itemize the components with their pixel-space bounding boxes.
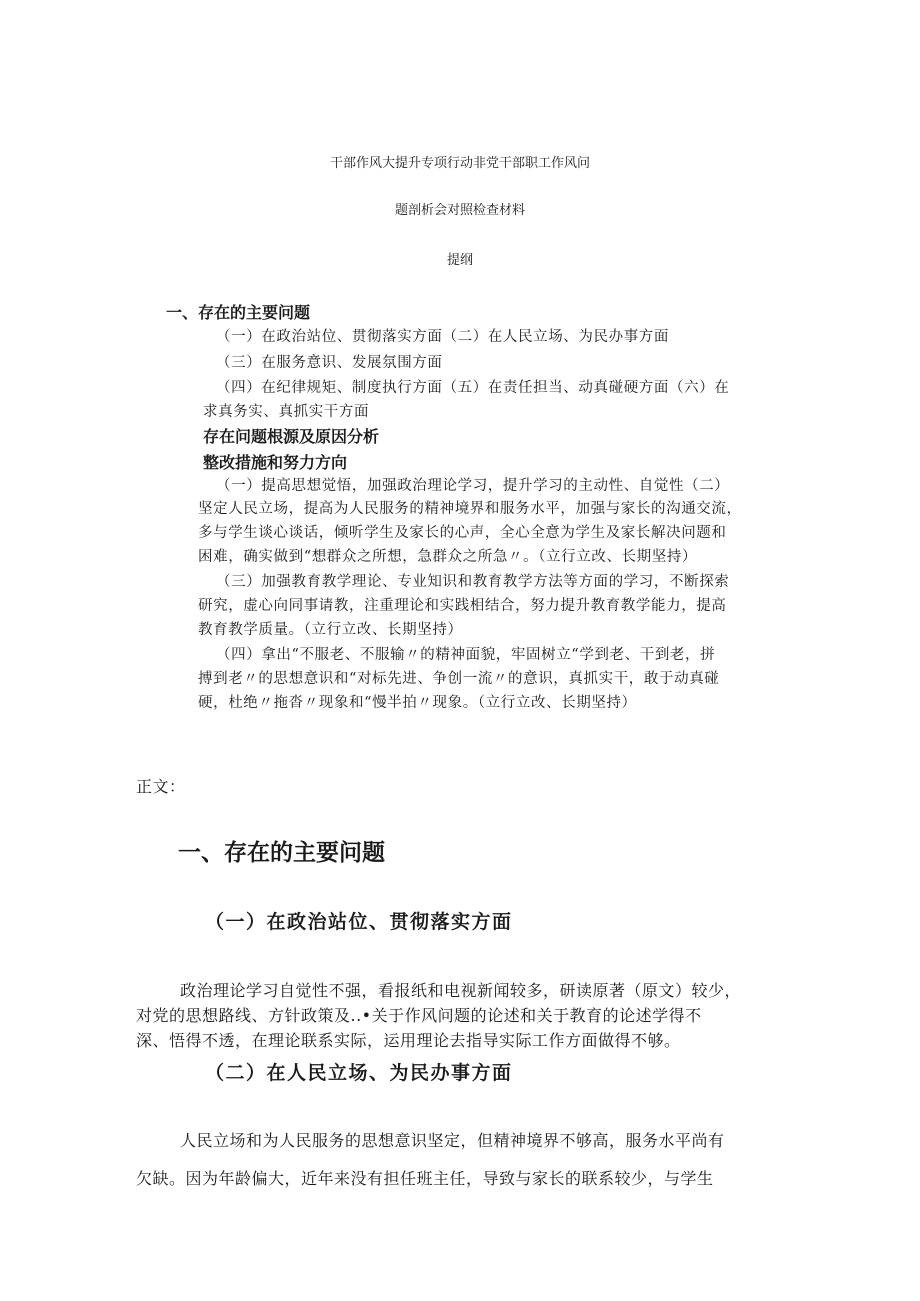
outline-heading-problems: 一、存在的主要问题 xyxy=(166,303,311,322)
section-heading-main-problems: 一、存在的主要问题 xyxy=(178,840,385,866)
body-line: 政治理论学习自觉性不强，看报纸和电视新闻较多，研读原著（原文）较少， xyxy=(180,981,742,1000)
document-title-line-1: 干部作风大提升专项行动非党干部职工作风问 xyxy=(329,156,590,171)
outline-heading: 提纲 xyxy=(446,253,473,268)
body-line: 人民立场和为人民服务的思想意识坚定，但精神境界不够高，服务水平尚有 xyxy=(180,1131,725,1150)
outline-paragraph-line: 硬，杜绝〃拖沓〃现象和“慢半拍〃现象。（立行立改、长期坚持） xyxy=(198,695,637,711)
outline-line: （四）在纪律规矩、制度执行方面（五）在责任担当、动真碰硬方面（六）在 xyxy=(216,380,730,396)
outline-paragraph-line: （一）提高思想觉悟，加强政治理论学习，提升学习的主动性、自觉性（二） xyxy=(216,478,730,494)
outline-line: （一）在政治站位、贯彻落实方面（二）在人民立场、为民办事方面 xyxy=(216,329,669,345)
outline-paragraph-line: （四）拿出“不服老、不服输〃的精神面貌，牢固树立“学到老、干到老，拼 xyxy=(216,647,716,663)
body-label: 正文： xyxy=(136,777,186,796)
outline-paragraph-line: 坚定人民立场，提高为人民服务的精神境界和服务水平，加强与家长的沟通交流， xyxy=(198,501,742,517)
body-line: 对党的思想路线、方针政策及..•关于作风问题的论述和关于教育的论述学得不 xyxy=(136,1006,702,1025)
outline-paragraph-line: 搏到老〃的思想意识和“对标先进、争创一流〃的意识，真抓实干，敢于动真碰 xyxy=(198,671,720,687)
subsection-heading-political-stance: （一）在政治站位、贯彻落实方面 xyxy=(205,911,513,933)
outline-paragraph-line: 研究，虚心向同事请教，注重理论和实践相结合，努力提升教育教学能力，提高 xyxy=(198,598,727,614)
outline-heading-causes: 存在问题根源及原因分析 xyxy=(203,427,380,446)
outline-paragraph-line: 多与学生谈心谈话，倾听学生及家长的心声，全心全意为学生及家长解决问题和 xyxy=(198,525,727,541)
subsection-heading-people-stance: （二）在人民立场、为民办事方面 xyxy=(205,1062,513,1084)
body-line: 深、悟得不透，在理论联系实际，运用理论去指导实际工作方面做得不够。 xyxy=(136,1031,681,1050)
body-line: 欠缺。因为年龄偏大，近年来没有担任班主任，导致与家长的联系较少，与学生 xyxy=(136,1169,714,1188)
outline-heading-measures: 整改措施和努力方向 xyxy=(203,453,348,472)
document-title-line-2: 题剖析会对照检查材料 xyxy=(394,203,525,218)
outline-paragraph-line: （三）加强教育教学理论、专业知识和教育教学方法等方面的学习，不断探索 xyxy=(216,574,730,590)
outline-paragraph-line: 困难，确实做到“想群众之所想，急群众之所急〃。（立行立改、长期坚持） xyxy=(198,549,698,565)
outline-line: 求真务实、真抓实干方面 xyxy=(203,404,370,420)
outline-paragraph-line: 教育教学质量。（立行立改、长期坚持） xyxy=(198,622,463,638)
outline-line: （三）在服务意识、发展氛围方面 xyxy=(216,355,443,371)
